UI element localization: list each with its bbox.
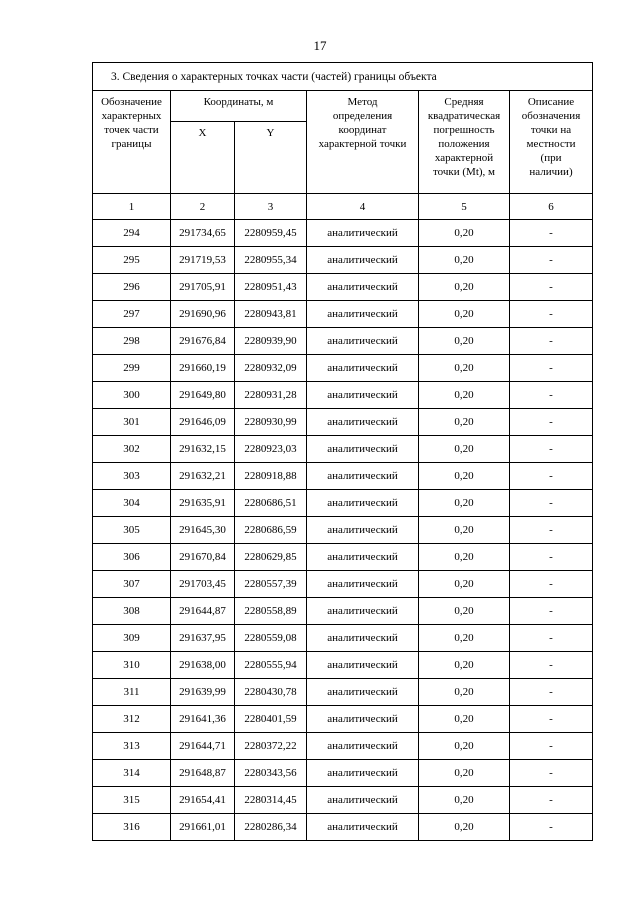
cell-description: - (510, 247, 593, 274)
cell-y: 2280555,94 (235, 652, 307, 679)
cell-x: 291649,80 (171, 382, 235, 409)
column-number: 4 (307, 194, 419, 220)
header-x: X (171, 122, 235, 194)
boundary-points-table (92, 62, 593, 841)
cell-description: - (510, 760, 593, 787)
column-number-row (93, 194, 593, 220)
cell-error: 0,20 (419, 301, 510, 328)
cell-x: 291660,19 (171, 355, 235, 382)
cell-error: 0,20 (419, 517, 510, 544)
cell-error: 0,20 (419, 787, 510, 814)
table-row (93, 706, 593, 733)
cell-y: 2280923,03 (235, 436, 307, 463)
table-row (93, 463, 593, 490)
cell-x: 291734,65 (171, 220, 235, 247)
cell-method: аналитический (307, 787, 419, 814)
table-body (93, 220, 593, 841)
cell-description: - (510, 787, 593, 814)
cell-x: 291635,91 (171, 490, 235, 517)
cell-error: 0,20 (419, 625, 510, 652)
cell-point-id: 295 (93, 247, 171, 274)
table-row (93, 652, 593, 679)
cell-y: 2280343,56 (235, 760, 307, 787)
cell-method: аналитический (307, 463, 419, 490)
cell-x: 291670,84 (171, 544, 235, 571)
cell-x: 291639,99 (171, 679, 235, 706)
column-number: 2 (171, 194, 235, 220)
header-y: Y (235, 122, 307, 194)
table-row (93, 490, 593, 517)
cell-error: 0,20 (419, 463, 510, 490)
cell-y: 2280372,22 (235, 733, 307, 760)
table-row (93, 598, 593, 625)
cell-point-id: 297 (93, 301, 171, 328)
cell-y: 2280401,59 (235, 706, 307, 733)
cell-y: 2280930,99 (235, 409, 307, 436)
table-row (93, 274, 593, 301)
cell-description: - (510, 679, 593, 706)
cell-error: 0,20 (419, 328, 510, 355)
cell-y: 2280932,09 (235, 355, 307, 382)
cell-method: аналитический (307, 409, 419, 436)
page-number: 17 (313, 38, 327, 53)
cell-description: - (510, 814, 593, 841)
cell-method: аналитический (307, 706, 419, 733)
cell-y: 2280943,81 (235, 301, 307, 328)
cell-x: 291638,00 (171, 652, 235, 679)
table-row (93, 436, 593, 463)
cell-method: аналитический (307, 328, 419, 355)
cell-method: аналитический (307, 652, 419, 679)
cell-method: аналитический (307, 760, 419, 787)
cell-method: аналитический (307, 247, 419, 274)
cell-description: - (510, 382, 593, 409)
cell-description: - (510, 328, 593, 355)
cell-error: 0,20 (419, 247, 510, 274)
table-row (93, 625, 593, 652)
cell-x: 291719,53 (171, 247, 235, 274)
cell-error: 0,20 (419, 598, 510, 625)
cell-method: аналитический (307, 382, 419, 409)
cell-method: аналитический (307, 490, 419, 517)
cell-description: - (510, 274, 593, 301)
cell-y: 2280686,59 (235, 517, 307, 544)
cell-x: 291648,87 (171, 760, 235, 787)
cell-x: 291703,45 (171, 571, 235, 598)
cell-method: аналитический (307, 436, 419, 463)
column-number: 5 (419, 194, 510, 220)
cell-error: 0,20 (419, 382, 510, 409)
cell-description: - (510, 409, 593, 436)
cell-point-id: 299 (93, 355, 171, 382)
table-row (93, 382, 593, 409)
cell-x: 291632,15 (171, 436, 235, 463)
cell-x: 291661,01 (171, 814, 235, 841)
cell-error: 0,20 (419, 409, 510, 436)
cell-point-id: 302 (93, 436, 171, 463)
table-row (93, 517, 593, 544)
header-method: Метод определения координат характерной точки (307, 91, 419, 194)
column-number: 3 (235, 194, 307, 220)
cell-point-id: 296 (93, 274, 171, 301)
cell-y: 2280558,89 (235, 598, 307, 625)
cell-method: аналитический (307, 814, 419, 841)
cell-x: 291641,36 (171, 706, 235, 733)
cell-x: 291646,09 (171, 409, 235, 436)
table-row (93, 247, 593, 274)
cell-method: аналитический (307, 301, 419, 328)
cell-method: аналитический (307, 679, 419, 706)
cell-x: 291676,84 (171, 328, 235, 355)
cell-point-id: 314 (93, 760, 171, 787)
cell-y: 2280286,34 (235, 814, 307, 841)
cell-description: - (510, 220, 593, 247)
table-row (93, 220, 593, 247)
cell-y: 2280931,28 (235, 382, 307, 409)
cell-error: 0,20 (419, 544, 510, 571)
cell-description: - (510, 544, 593, 571)
table-row (93, 571, 593, 598)
cell-method: аналитический (307, 274, 419, 301)
cell-method: аналитический (307, 571, 419, 598)
cell-x: 291654,41 (171, 787, 235, 814)
cell-description: - (510, 490, 593, 517)
header-coordinates: Координаты, м (171, 91, 307, 122)
cell-point-id: 311 (93, 679, 171, 706)
cell-error: 0,20 (419, 571, 510, 598)
table-row (93, 787, 593, 814)
cell-y: 2280557,39 (235, 571, 307, 598)
column-number: 6 (510, 194, 593, 220)
cell-description: - (510, 598, 593, 625)
cell-point-id: 313 (93, 733, 171, 760)
table-row (93, 301, 593, 328)
cell-error: 0,20 (419, 760, 510, 787)
cell-error: 0,20 (419, 220, 510, 247)
cell-point-id: 304 (93, 490, 171, 517)
cell-point-id: 306 (93, 544, 171, 571)
table-row (93, 679, 593, 706)
cell-point-id: 312 (93, 706, 171, 733)
cell-method: аналитический (307, 733, 419, 760)
cell-x: 291645,30 (171, 517, 235, 544)
cell-y: 2280314,45 (235, 787, 307, 814)
cell-x: 291637,95 (171, 625, 235, 652)
cell-description: - (510, 301, 593, 328)
table-row (93, 760, 593, 787)
cell-y: 2280430,78 (235, 679, 307, 706)
header-point-designation: Обозначение характерных точек части границы (93, 91, 171, 194)
cell-point-id: 294 (93, 220, 171, 247)
cell-error: 0,20 (419, 274, 510, 301)
cell-y: 2280955,34 (235, 247, 307, 274)
table-row (93, 409, 593, 436)
cell-description: - (510, 625, 593, 652)
cell-error: 0,20 (419, 355, 510, 382)
cell-y: 2280559,08 (235, 625, 307, 652)
table-row (93, 355, 593, 382)
cell-y: 2280939,90 (235, 328, 307, 355)
table-row (93, 544, 593, 571)
cell-method: аналитический (307, 544, 419, 571)
cell-description: - (510, 652, 593, 679)
cell-error: 0,20 (419, 706, 510, 733)
cell-y: 2280918,88 (235, 463, 307, 490)
cell-point-id: 308 (93, 598, 171, 625)
cell-method: аналитический (307, 355, 419, 382)
cell-y: 2280959,45 (235, 220, 307, 247)
cell-description: - (510, 733, 593, 760)
cell-method: аналитический (307, 598, 419, 625)
cell-description: - (510, 355, 593, 382)
cell-point-id: 316 (93, 814, 171, 841)
cell-x: 291690,96 (171, 301, 235, 328)
cell-description: - (510, 463, 593, 490)
cell-point-id: 315 (93, 787, 171, 814)
cell-x: 291632,21 (171, 463, 235, 490)
cell-point-id: 307 (93, 571, 171, 598)
cell-x: 291644,71 (171, 733, 235, 760)
column-number: 1 (93, 194, 171, 220)
table-row (93, 328, 593, 355)
cell-y: 2280686,51 (235, 490, 307, 517)
cell-description: - (510, 517, 593, 544)
cell-y: 2280629,85 (235, 544, 307, 571)
cell-point-id: 301 (93, 409, 171, 436)
cell-description: - (510, 436, 593, 463)
cell-point-id: 309 (93, 625, 171, 652)
cell-error: 0,20 (419, 490, 510, 517)
cell-error: 0,20 (419, 436, 510, 463)
cell-point-id: 298 (93, 328, 171, 355)
cell-y: 2280951,43 (235, 274, 307, 301)
cell-error: 0,20 (419, 679, 510, 706)
section-title: 3. Сведения о характерных точках части (частей) границы объекта (93, 63, 593, 91)
cell-method: аналитический (307, 517, 419, 544)
header-description: Описание обозначения точки на местности (при наличии) (510, 91, 593, 194)
cell-description: - (510, 571, 593, 598)
cell-error: 0,20 (419, 652, 510, 679)
cell-description: - (510, 706, 593, 733)
cell-point-id: 303 (93, 463, 171, 490)
cell-method: аналитический (307, 625, 419, 652)
table-row (93, 733, 593, 760)
cell-x: 291644,87 (171, 598, 235, 625)
header-mean-error: Средняя квадратическая погрешность положения характерной точки (Mt), м (419, 91, 510, 194)
cell-point-id: 305 (93, 517, 171, 544)
cell-error: 0,20 (419, 814, 510, 841)
table-row (93, 814, 593, 841)
cell-method: аналитический (307, 220, 419, 247)
cell-error: 0,20 (419, 733, 510, 760)
cell-point-id: 300 (93, 382, 171, 409)
cell-x: 291705,91 (171, 274, 235, 301)
cell-point-id: 310 (93, 652, 171, 679)
